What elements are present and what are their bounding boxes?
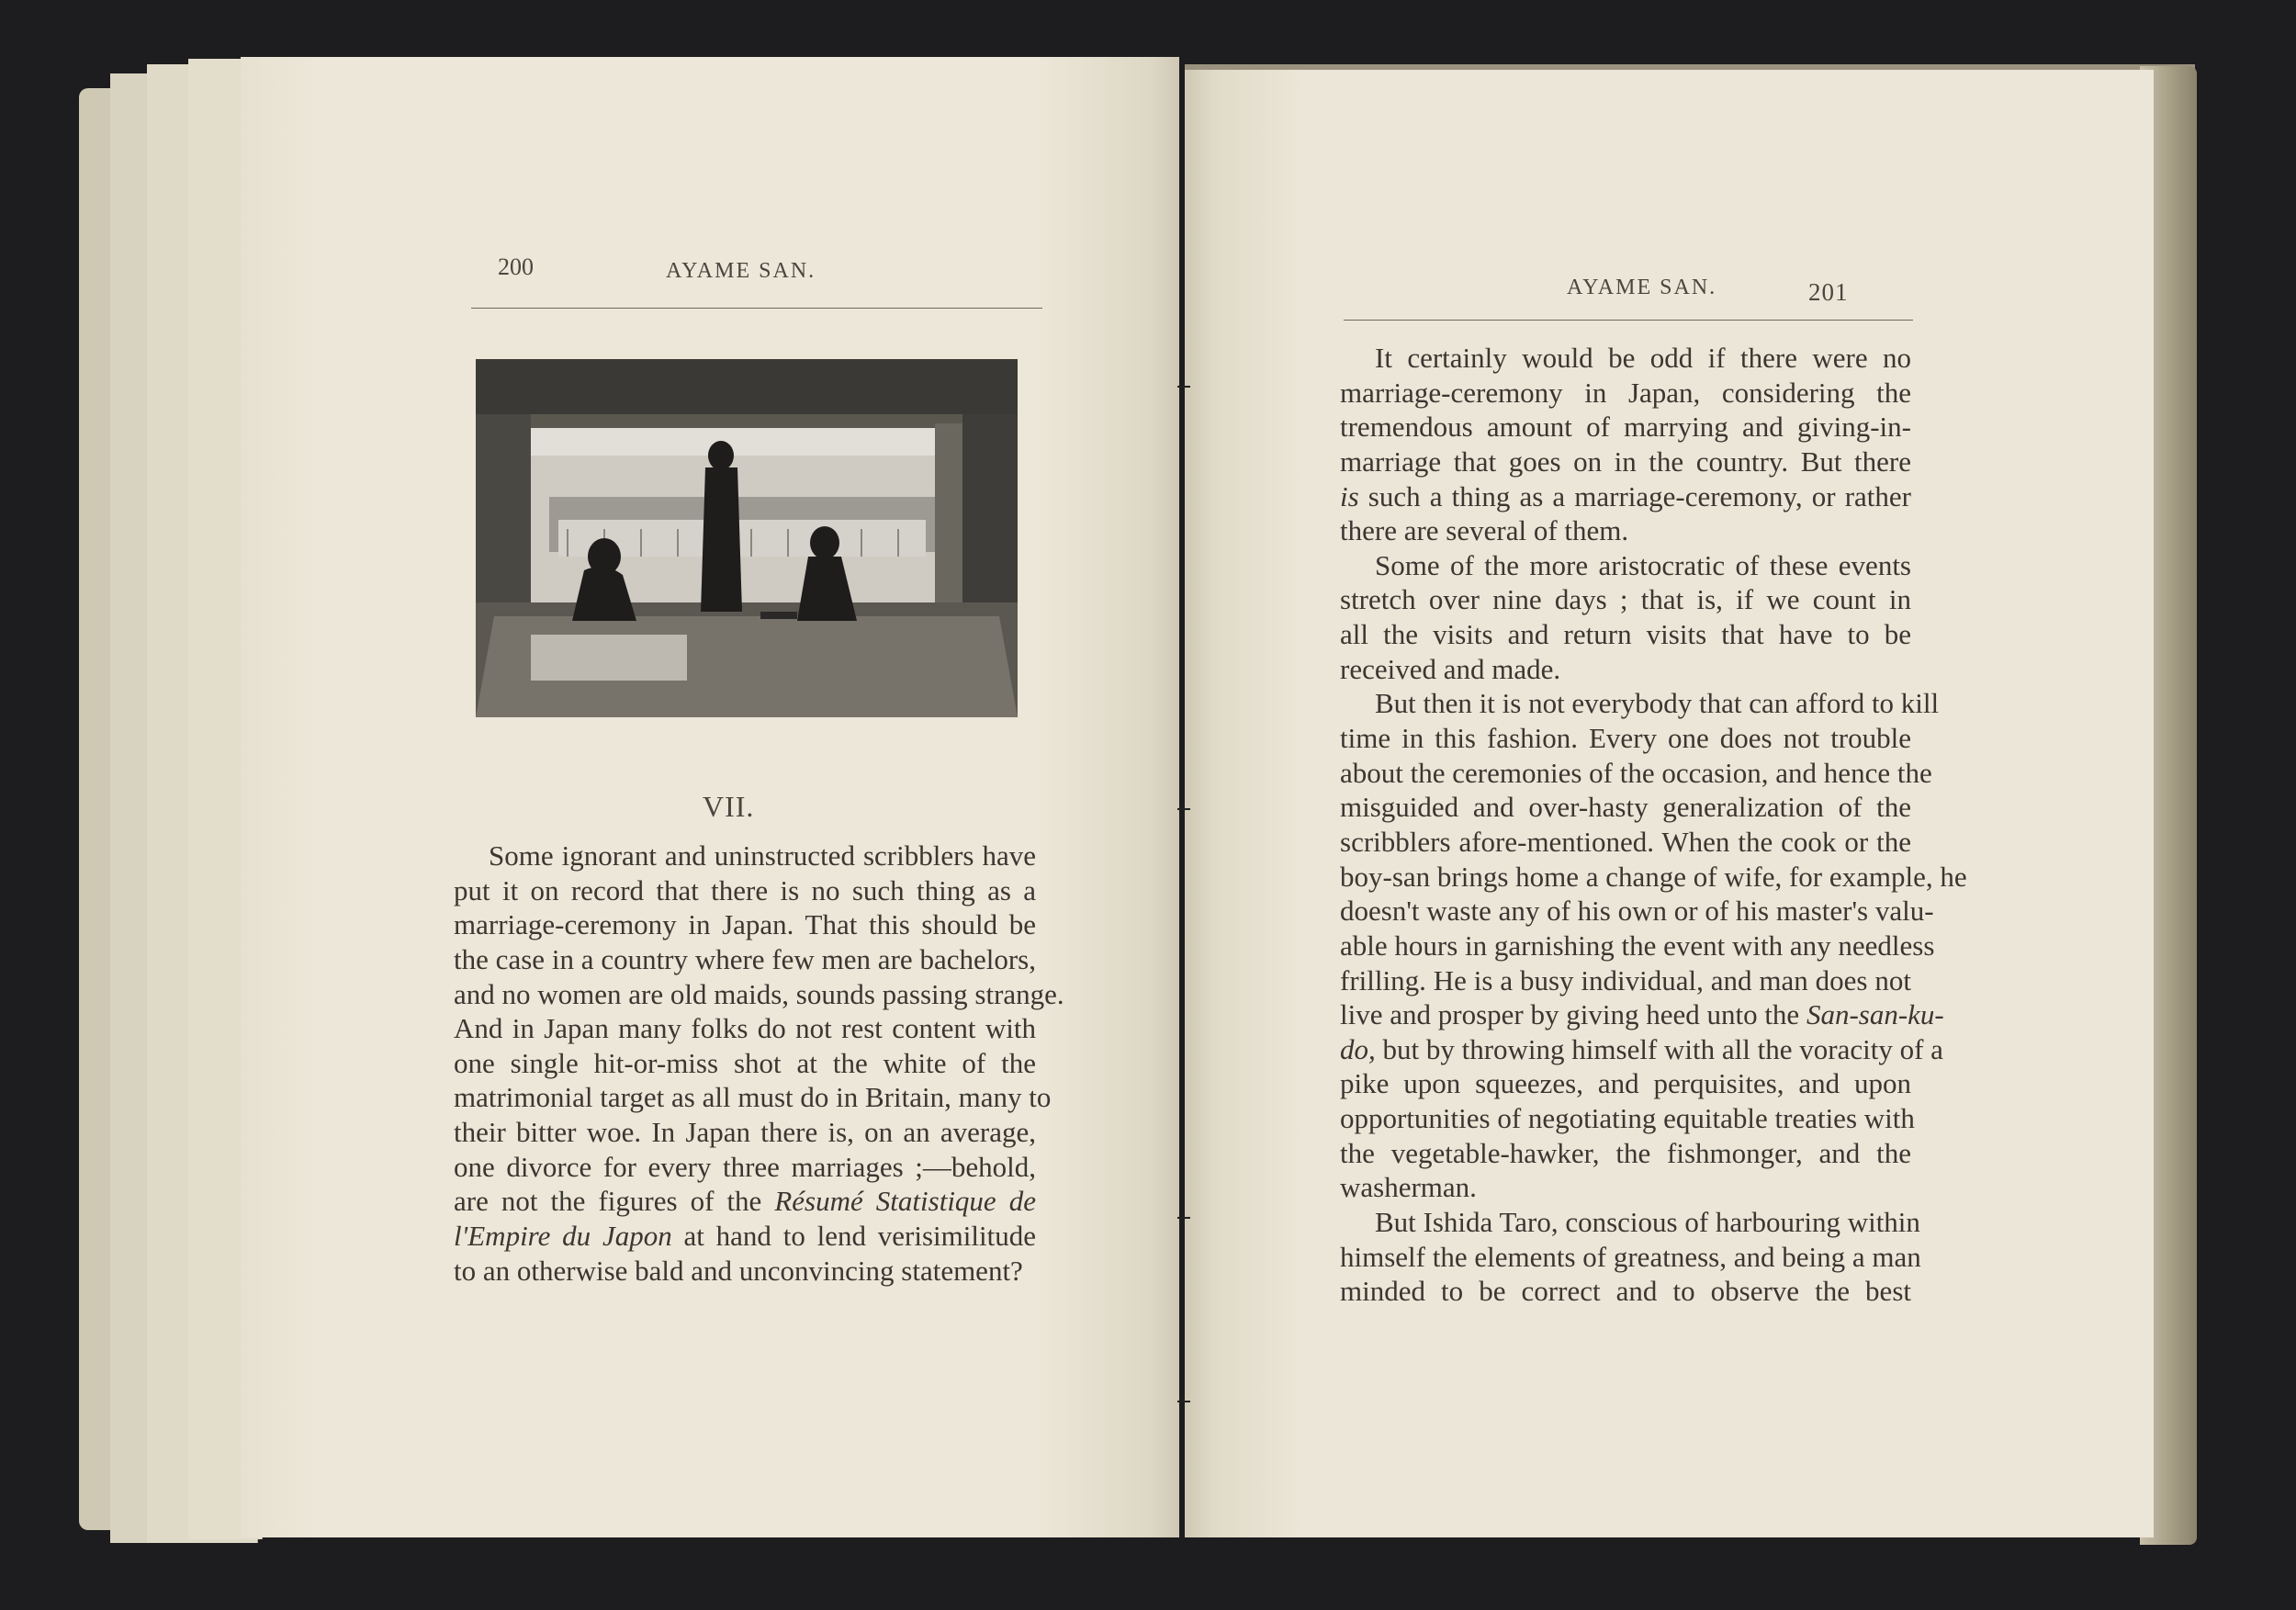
- text-segment: but by throwing himself with all the voracity of a: [1375, 1032, 1943, 1065]
- text-segment: Some ignorant and uninstructed scribblers have: [489, 839, 1036, 872]
- text-line: [454, 1254, 1036, 1289]
- text-line: [1340, 686, 1940, 721]
- text-line: [454, 1150, 1036, 1185]
- text-line: [454, 942, 1036, 977]
- text-line: [1340, 1101, 1915, 1136]
- left-body-text: [454, 839, 1064, 1288]
- text-segment: about the ceremonies of the occasion, and hence the: [1340, 756, 1932, 789]
- text-segment: put it on record that there is no such thing as a: [454, 873, 1036, 906]
- text-segment: tremendous amount of marrying and giving-in-: [1340, 411, 1911, 444]
- text-segment: are not the figures of the: [454, 1185, 775, 1218]
- text-line: [1340, 721, 1911, 756]
- binding-thread: [1177, 1401, 1190, 1402]
- text-segment: at hand to lend verisimilitude: [671, 1220, 1036, 1253]
- text-segment: doesn't waste any of his own or of his master's valu-: [1340, 895, 1934, 928]
- text-segment: marriage-ceremony in Japan. That this should be: [454, 908, 1036, 941]
- photograph-japanese-interior: [476, 359, 1018, 717]
- binding-thread: [1177, 1217, 1190, 1219]
- text-segment: matrimonial target as all must do in Britain, many to: [454, 1081, 1052, 1114]
- text-segment: himself the elements of greatness, and being a man: [1340, 1240, 1921, 1273]
- text-segment: Some of the more aristocratic of these events: [1375, 548, 1911, 581]
- text-segment: marriage that goes on in the country. But there: [1340, 445, 1911, 478]
- text-line: [1340, 1136, 1911, 1171]
- text-segment: But then it is not everybody that can afford to kill: [1375, 687, 1940, 720]
- text-segment: able hours in garnishing the event with any needless: [1340, 929, 1935, 962]
- text-line: [454, 1011, 1036, 1046]
- text-segment: marriage-ceremony in Japan, considering the: [1340, 376, 1911, 409]
- text-segment: minded to be correct and to observe the best: [1340, 1275, 1911, 1308]
- text-segment: the vegetable-hawker, the fishmonger, and the: [1340, 1136, 1911, 1169]
- text-line: [1340, 479, 1911, 514]
- text-segment: one divorce for every three marriages ;—behold,: [454, 1150, 1036, 1183]
- text-segment: It certainly would be odd if there were no: [1375, 342, 1911, 374]
- text-segment: all the visits and return visits that have to be: [1340, 618, 1911, 651]
- text-segment: pike upon squeezes, and perquisites, and upon: [1340, 1067, 1911, 1100]
- text-line: [1340, 548, 1911, 583]
- text-line: [1340, 617, 1911, 652]
- text-line: [454, 1115, 1036, 1150]
- text-segment: And in Japan many folks do not rest content with: [454, 1012, 1036, 1045]
- text-line: [1340, 963, 1911, 998]
- text-line: [454, 839, 1036, 873]
- page-number-left: 200: [498, 253, 534, 280]
- text-line: [1340, 582, 1911, 617]
- italic-text: is: [1340, 479, 1359, 512]
- text-line: [454, 1080, 1052, 1115]
- text-segment: the case in a country where few men are bachelors,: [454, 942, 1036, 975]
- text-line: [454, 977, 1064, 1012]
- header-rule-right: [1344, 320, 1913, 321]
- text-segment: But Ishida Taro, conscious of harbouring within: [1375, 1206, 1920, 1239]
- chapter-number: VII.: [703, 790, 755, 823]
- header-rule-left: [471, 308, 1042, 309]
- text-line: [1340, 929, 1935, 963]
- text-line: [1340, 376, 1911, 411]
- text-line: [454, 1184, 1036, 1219]
- text-line: [1340, 997, 1944, 1032]
- text-segment: frilling. He is a busy individual, and man does not: [1340, 963, 1911, 996]
- text-line: [1340, 341, 1911, 376]
- text-line: [1340, 825, 1911, 860]
- text-line: [1340, 756, 1932, 791]
- text-segment: misguided and over-hasty generalization of the: [1340, 791, 1911, 824]
- text-segment: one single hit-or-miss shot at the white of the: [454, 1046, 1036, 1079]
- italic-text: Résumé Statistique de: [774, 1185, 1036, 1218]
- text-line: [1340, 1032, 1943, 1067]
- text-line: [1340, 790, 1911, 825]
- page-number-right: 201: [1808, 278, 1849, 306]
- text-line: [1340, 894, 1934, 929]
- text-segment: time in this fashion. Every one does not trouble: [1340, 722, 1911, 755]
- italic-text: l'Empire du Japon: [454, 1220, 672, 1253]
- text-line: [1340, 860, 1967, 895]
- text-segment: their bitter woe. In Japan there is, on an average,: [454, 1116, 1036, 1149]
- text-line: [1340, 1170, 1911, 1205]
- text-segment: and no women are old maids, sounds passing strange.: [454, 977, 1064, 1010]
- photo-illustration: [476, 359, 1018, 717]
- text-line: [1340, 445, 1911, 479]
- text-segment: such a thing as a marriage-ceremony, or rather: [1358, 479, 1911, 512]
- text-line: [1340, 1205, 1920, 1240]
- running-head-left: AYAME SAN.: [666, 259, 816, 283]
- italic-text: San-san-ku-: [1806, 998, 1944, 1031]
- text-line: [1340, 652, 1911, 687]
- binding-thread: [1177, 386, 1190, 388]
- text-segment: washerman.: [1340, 1171, 1477, 1204]
- binding-thread: [1177, 808, 1190, 810]
- italic-text: do,: [1340, 1032, 1376, 1065]
- text-segment: scribblers afore-mentioned. When the cook or the: [1340, 825, 1911, 858]
- text-line: [454, 1219, 1036, 1254]
- text-line: [1340, 1274, 1911, 1309]
- text-segment: there are several of them.: [1340, 514, 1629, 547]
- text-line: [1340, 1066, 1911, 1101]
- text-segment: received and made.: [1340, 652, 1561, 685]
- text-segment: to an otherwise bald and unconvincing statement?: [454, 1254, 1023, 1287]
- text-line: [1340, 410, 1911, 445]
- text-line: [1340, 1240, 1921, 1275]
- text-segment: stretch over nine days ; that is, if we count in: [1340, 583, 1911, 616]
- text-line: [454, 1046, 1036, 1081]
- text-segment: opportunities of negotiating equitable treaties with: [1340, 1102, 1915, 1135]
- text-line: [454, 907, 1036, 942]
- text-segment: boy-san brings home a change of wife, for example, he: [1340, 860, 1967, 893]
- text-line: [454, 873, 1036, 908]
- right-body-text: [1340, 341, 1967, 1309]
- text-segment: live and prosper by giving heed unto the: [1340, 998, 1806, 1031]
- running-head-right: AYAME SAN.: [1567, 276, 1717, 299]
- text-line: [1340, 513, 1911, 548]
